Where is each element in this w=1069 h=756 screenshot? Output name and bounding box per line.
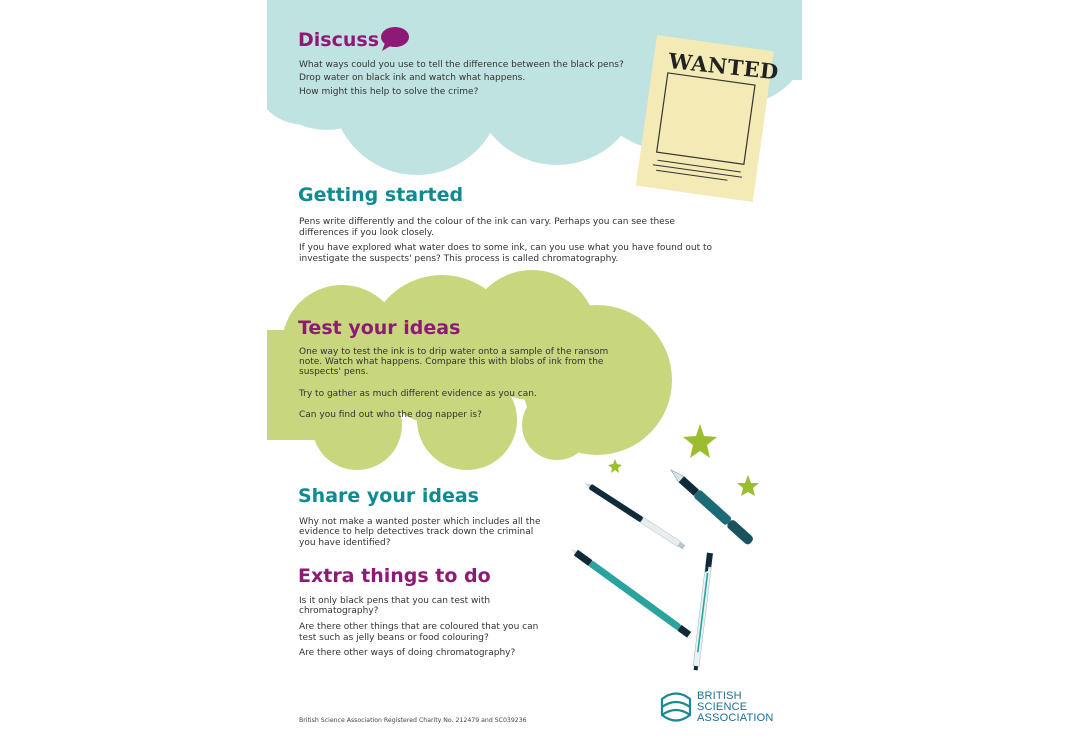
extra-q1-l2: chromatography?: [299, 606, 379, 616]
teal-pen: [569, 546, 691, 637]
getting-started-heading: Getting started: [298, 184, 464, 206]
extra-q3: Are there other ways of doing chromatography?: [299, 648, 516, 658]
wanted-title: WANTED: [667, 48, 780, 85]
pens-illustration: [267, 0, 802, 756]
share-ideas-l1: Why not make a wanted poster which includes all the: [299, 517, 541, 527]
extra-heading: Extra things to do: [298, 565, 491, 587]
logo-line-2: SCIENCE: [697, 701, 748, 713]
extra-q2-l1: Are there other things that are coloured that you can: [299, 622, 539, 632]
test-ideas-p1-l3: suspects' pens.: [299, 367, 369, 377]
fountain-pen: [668, 466, 755, 546]
footer-charity-text: British Science Association Registered Charity No. 212479 and SC039236: [299, 717, 527, 724]
discuss-line-1: What ways could you use to tell the difference between the black pens?: [299, 60, 624, 70]
getting-started-p2-l1: If you have explored what water does to some ink, can you use what you have found out to: [299, 243, 713, 253]
getting-started-p1-l2: differences if you look closely.: [299, 228, 434, 238]
share-ideas-l3: you have identified?: [299, 538, 391, 548]
black-pen-1: [583, 480, 685, 549]
extra-q2-l2: test such as jelly beans or food colouring?: [299, 633, 489, 643]
bsa-logo-icon: [659, 690, 693, 724]
share-ideas-heading: Share your ideas: [298, 485, 479, 507]
discuss-heading: Discuss: [298, 29, 380, 51]
test-ideas-heading: Test your ideas: [298, 317, 461, 339]
bsa-logo-text: [697, 691, 774, 724]
getting-started-p1-l1: Pens write differently and the colour of the ink can vary. Perhaps you can see these: [299, 217, 675, 227]
discuss-line-3: How might this help to solve the crime?: [299, 87, 479, 97]
share-ideas-l2: evidence to help detectives track down the criminal: [299, 527, 534, 537]
extra-q1-l1: Is it only black pens that you can test with: [299, 596, 491, 606]
logo-line-1: BRITISH: [697, 690, 742, 702]
test-ideas-p2: Try to gather as much different evidence as you can.: [299, 389, 537, 399]
worksheet-page: [267, 0, 802, 756]
discuss-line-2: Drop water on black ink and watch what happens.: [299, 73, 526, 83]
logo-line-3: ASSOCIATION: [697, 712, 774, 724]
test-ideas-p1-l1: One way to test the ink is to drip water onto a sample of the ransom: [299, 347, 609, 357]
test-ideas-p3: Can you find out who the dog napper is?: [299, 410, 482, 420]
test-ideas-p1-l2: note. Watch what happens. Compare this with blobs of ink from the: [299, 357, 604, 367]
ballpoint-pen: [693, 553, 713, 671]
getting-started-p2-l2: investigate the suspects' pens? This process is called chromatography.: [299, 254, 619, 264]
